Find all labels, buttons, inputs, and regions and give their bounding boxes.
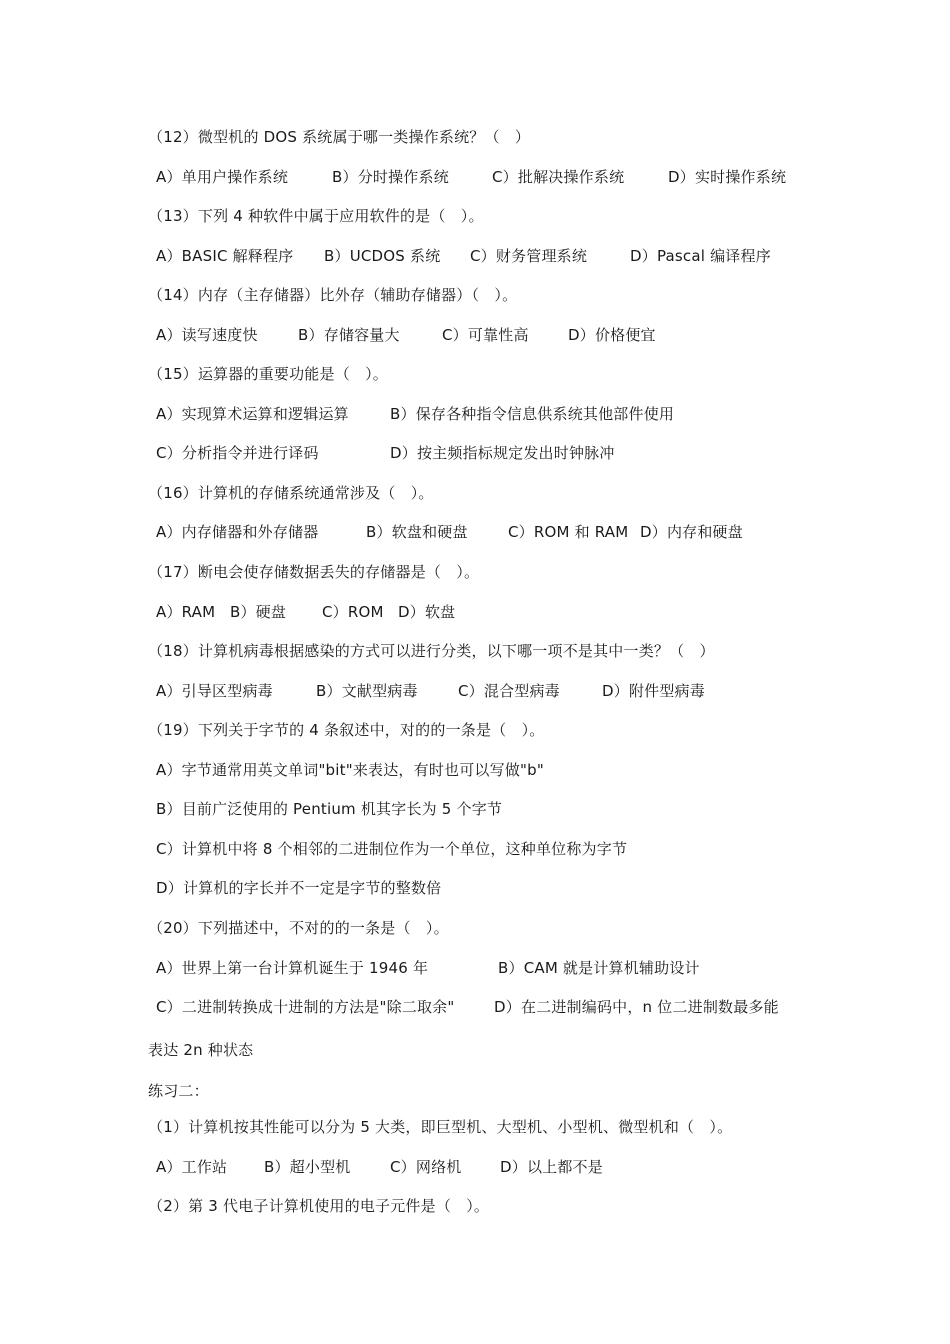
option-d: D）以上都不是 xyxy=(500,1158,603,1176)
question-20-continuation: 表达 2n 种状态 xyxy=(148,1041,254,1059)
question-13-stem: （13）下列 4 种软件中属于应用软件的是（ ）。 xyxy=(148,207,484,225)
option-d: D）Pascal 编译程序 xyxy=(630,247,771,265)
question-16-stem: （16）计算机的存储系统通常涉及（ ）。 xyxy=(148,484,434,502)
option-b: B）目前广泛使用的 Pentium 机其字长为 5 个字节 xyxy=(156,800,503,818)
option-d: D）实时操作系统 xyxy=(668,168,787,186)
option-c: C）二进制转换成十进制的方法是"除二取余" xyxy=(156,998,455,1016)
option-b: B）存储容量大 xyxy=(298,326,400,344)
option-b: B）软盘和硬盘 xyxy=(366,523,468,541)
option-c: C）混合型病毒 xyxy=(458,682,560,700)
option-c: C）分析指令并进行译码 xyxy=(156,444,319,462)
option-b: B）超小型机 xyxy=(264,1158,351,1176)
option-b: B）UCDOS 系统 xyxy=(324,247,441,265)
option-a: A）引导区型病毒 xyxy=(156,682,273,700)
question-20-stem: （20）下列描述中，不对的的一条是（ ）。 xyxy=(148,919,449,937)
option-d: D）附件型病毒 xyxy=(602,682,705,700)
option-d: D）内存和硬盘 xyxy=(640,523,743,541)
question-1-stem: （1）计算机按其性能可以分为 5 大类，即巨型机、大型机、小型机、微型机和（ ）。 xyxy=(148,1118,733,1136)
option-c: C）网络机 xyxy=(390,1158,462,1176)
question-12-stem: （12）微型机的 DOS 系统属于哪一类操作系统？（ ） xyxy=(148,128,531,146)
option-b: B）保存各种指令信息供系统其他部件使用 xyxy=(390,405,675,423)
option-c: C）计算机中将 8 个相邻的二进制位作为一个单位，这种单位称为字节 xyxy=(156,840,628,858)
option-b: B）文献型病毒 xyxy=(316,682,418,700)
option-b: B）CAM 就是计算机辅助设计 xyxy=(498,959,700,977)
question-18-stem: （18）计算机病毒根据感染的方式可以进行分类，以下哪一项不是其中一类？（ ） xyxy=(148,642,715,660)
option-d: D）价格便宜 xyxy=(568,326,656,344)
option-d: D）计算机的字长并不一定是字节的整数倍 xyxy=(156,879,442,897)
option-a: A）字节通常用英文单词"bit"来表达，有时也可以写做"b" xyxy=(156,761,544,779)
question-15-stem: （15）运算器的重要功能是（ ）。 xyxy=(148,365,388,383)
option-a: A）BASIC 解释程序 xyxy=(156,247,294,265)
option-c: C）ROM xyxy=(322,603,384,621)
option-a: A）读写速度快 xyxy=(156,326,258,344)
option-a: A）单用户操作系统 xyxy=(156,168,289,186)
question-2-stem: （2）第 3 代电子计算机使用的电子元件是（ ）。 xyxy=(148,1197,490,1215)
option-c: C）财务管理系统 xyxy=(470,247,588,265)
option-b: B）分时操作系统 xyxy=(332,168,449,186)
option-a: A）RAM xyxy=(156,603,216,621)
option-d: D）按主频指标规定发出时钟脉冲 xyxy=(390,444,615,462)
option-c: C）批解决操作系统 xyxy=(492,168,625,186)
option-c: C）可靠性高 xyxy=(442,326,529,344)
option-c: C）ROM 和 RAM xyxy=(508,523,629,541)
option-d: D）软盘 xyxy=(398,603,456,621)
question-14-stem: （14）内存（主存储器）比外存（辅助存储器）（ ）。 xyxy=(148,286,518,304)
option-d: D）在二进制编码中，n 位二进制数最多能 xyxy=(494,998,779,1016)
option-a: A）工作站 xyxy=(156,1158,228,1176)
option-a: A）实现算术运算和逻辑运算 xyxy=(156,405,349,423)
question-17-stem: （17）断电会使存储数据丢失的存储器是（ ）。 xyxy=(148,563,480,581)
option-b: B）硬盘 xyxy=(230,603,287,621)
section-title: 练习二： xyxy=(148,1082,209,1100)
option-a: A）世界上第一台计算机诞生于 1946 年 xyxy=(156,959,429,977)
option-a: A）内存储器和外存储器 xyxy=(156,523,319,541)
question-19-stem: （19）下列关于字节的 4 条叙述中，对的的一条是（ ）。 xyxy=(148,721,545,739)
